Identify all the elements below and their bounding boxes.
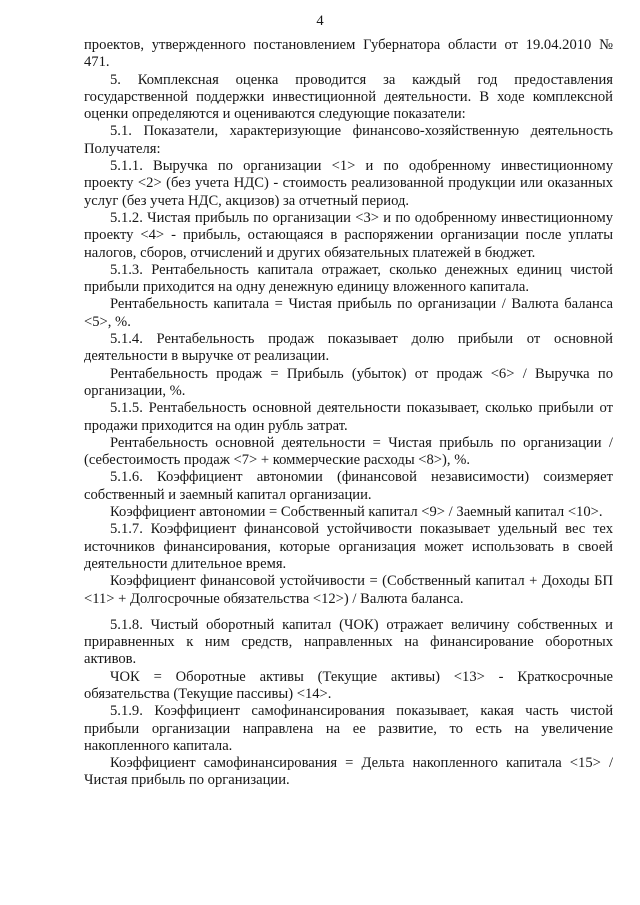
paragraph-gap [84, 608, 613, 617]
paragraph-5-1-7: 5.1.7. Коэффициент финансовой устойчивости показывает удельный вес тех источников финансирования, которые организация может использовать в своей деятельности длительное время. [84, 521, 613, 572]
formula-core-activity-profitability: Рентабельность основной деятельности = Чистая прибыль по организации / (себестоимость продаж <7> + коммерческие расходы <8>), %. [84, 434, 613, 469]
paragraph-5-1-6: 5.1.6. Коэффициент автономии (финансовой независимости) соизмеряет собственный и заемный капитал организации. [84, 469, 613, 503]
paragraph-5-1-2: 5.1.2. Чистая прибыль по организации <3> и по одобренному инвестиционному проекту <4> - прибыль, остающаяся в распоряжении организации после уплаты налогов, сборов, отчислений и других обязательных платежей в бюджет. [84, 209, 613, 261]
paragraph-5-1-1: 5.1.1. Выручка по организации <1> и по одобренному инвестиционному проекту <2> (без учета НДС) - стоимость реализованной продукции или оказанных услуг (без учета НДС, акцизов) за отчетный период. [84, 158, 613, 209]
paragraph-5-1-3: 5.1.3. Рентабельность капитала отражает, сколько денежных единиц чистой прибыли приходится на одну денежную единицу вложенного капитала. [84, 261, 613, 296]
formula-self-financing-ratio: Коэффициент самофинансирования = Дельта накопленного капитала <15> / Чистая прибыль по организации. [84, 755, 613, 789]
formula-financial-stability-ratio: Коэффициент финансовой устойчивости = (Собственный капитал + Доходы БП <11> + Долгосрочные обязательства <12>) / Валюта баланса. [84, 573, 613, 607]
paragraph-5: 5. Комплексная оценка проводится за каждый год предоставления государственной поддержки инвестиционной деятельности. В ходе комплексной оценки определяются и оцениваются следующие показатели: [84, 71, 613, 123]
paragraph-5-1-4: 5.1.4. Рентабельность продаж показывает долю прибыли от основной деятельности в выручке от реализации. [84, 331, 613, 365]
formula-capital-profitability: Рентабельность капитала = Чистая прибыль по организации / Валюта баланса <5>, %. [84, 296, 613, 330]
paragraph-5-1: 5.1. Показатели, характеризующие финансово-хозяйственную деятельность Получателя: [84, 123, 613, 157]
formula-autonomy-ratio: Коэффициент автономии = Собственный капитал <9> / Заемный капитал <10>. [110, 504, 603, 521]
paragraph-5-1-9: 5.1.9. Коэффициент самофинансирования показывает, какая часть чистой прибыли организации направлена на ее развитие, то есть на увеличение накопленного капитала. [84, 703, 613, 754]
document-body [84, 37, 613, 790]
paragraph-5-1-8: 5.1.8. Чистый оборотный капитал (ЧОК) отражает величину собственных и приравненных к ним средств, направленных на финансирование оборотных активов. [84, 616, 613, 668]
formula-sales-profitability: Рентабельность продаж = Прибыль (убыток) от продаж <6> / Выручка по организации, %. [84, 365, 613, 399]
page-number: 4 [316, 13, 324, 29]
paragraph-continuation: проектов, утвержденного постановлением Губернатора области от 19.04.2010 № 471. [84, 37, 613, 71]
paragraph-5-1-5: 5.1.5. Рентабельность основной деятельности показывает, сколько прибыли от продажи приходится на один рубль затрат. [84, 400, 613, 434]
formula-net-working-capital: ЧОК = Оборотные активы (Текущие активы) <13> - Краткосрочные обязательства (Текущие пассивы) <14>. [84, 668, 613, 702]
